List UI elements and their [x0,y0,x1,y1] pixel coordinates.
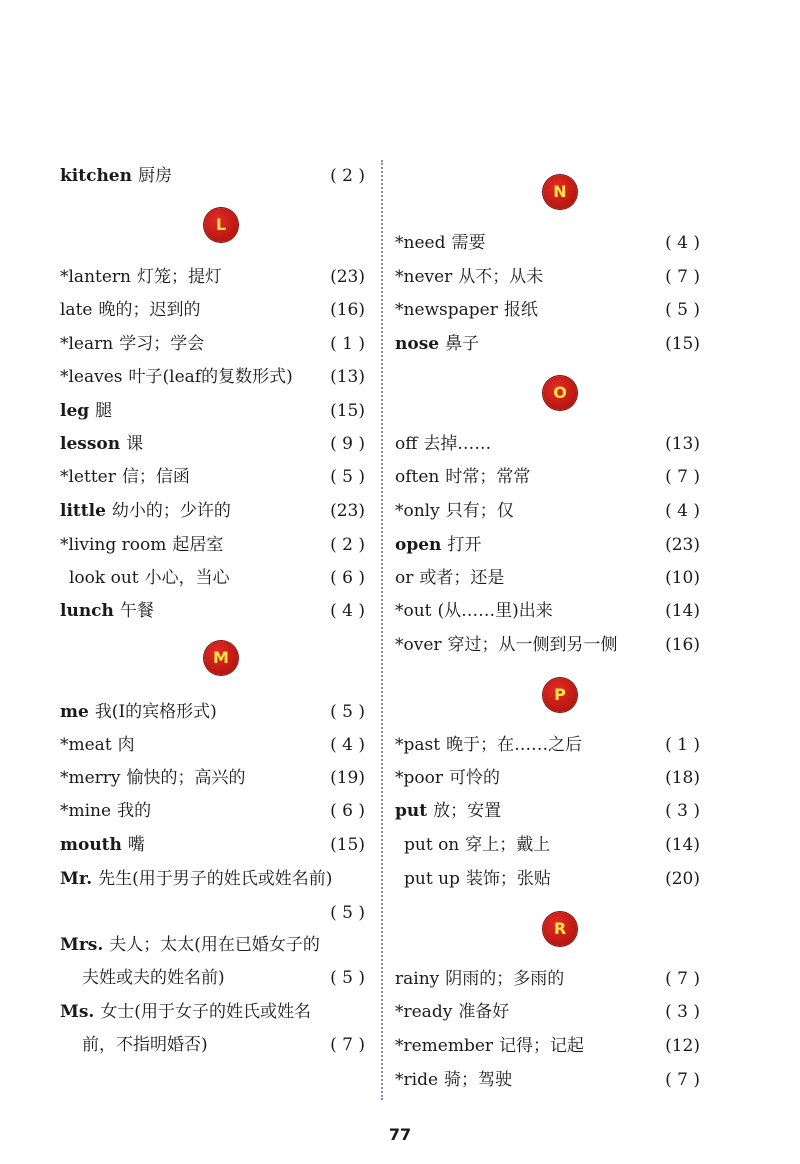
entry-meaning: 晚于；在……之后 [446,735,583,755]
entry-meaning: 报纸 [503,300,538,320]
entry-lesson-number: (14) [665,601,700,621]
entry-never [395,266,700,288]
entry-word: *lantern [60,267,131,287]
entry-word: *ready [395,1002,453,1022]
section-badge-m: M [204,641,238,675]
entry-word: *past [395,735,441,755]
entry-word: *out [395,601,432,621]
entry-rainy [395,968,700,990]
entry-meaning: 需要 [451,233,486,253]
entry-meaning: 先生(用于男子的姓氏或姓名前) [98,869,333,889]
entry-word: open [395,535,442,555]
entry-word: rainy [395,969,440,989]
entry-lesson-number: ( 3 ) [665,801,700,821]
entry-word: *over [395,635,442,655]
entry-meaning-continued: 夫姓或夫的姓名前) [82,968,225,988]
entry-meaning: 打开 [447,535,482,555]
entry-meaning: 去掉…… [423,434,492,454]
entry-mine [60,800,365,822]
entry-over [395,634,700,656]
entry-learn [60,333,365,355]
entry-meaning: 幼小的；少许的 [111,501,231,521]
entry-open [395,534,700,556]
entry-word: put up [404,869,460,889]
entry-word: *leaves [60,367,123,387]
entry-put [395,800,700,822]
entry-lesson-number: ( 2 ) [330,535,365,555]
entry-lesson-number: (16) [330,300,365,320]
entry-meaning: 骑；驾驶 [444,1070,513,1090]
entry-meaning: 腿 [95,401,113,421]
page-number: 77 [388,1125,412,1144]
section-badge-n: N [543,175,577,209]
entry-need [395,232,700,254]
entry-lesson-number: (13) [330,367,365,387]
entry-lesson-number: ( 7 ) [665,467,700,487]
entry-word: put [395,801,428,821]
entry-newspaper [395,299,700,321]
entry-word: *learn [60,334,114,354]
entry-word: *meat [60,735,112,755]
entry-lesson-number: (15) [665,334,700,354]
section-badge-o: O [543,376,577,410]
entry-meaning: 起居室 [172,535,224,555]
entry-meaning: (从……里)出来 [437,601,553,621]
entry-meaning: 鼻子 [445,334,480,354]
entry-often [395,466,700,488]
entry-lesson-number: (16) [665,635,700,655]
entry-meaning: 午餐 [119,601,154,621]
entry-meaning: 夫人；太太(用在已婚女子的 [109,935,320,955]
entry-lesson-number: (14) [665,835,700,855]
entry-meaning: 可怜的 [448,768,500,788]
entry-word: *need [395,233,446,253]
entry-mr [60,868,365,923]
entry-put-on [395,834,700,856]
entry-word: *living room [60,535,167,555]
entry-merry [60,767,365,789]
entry-lesson [60,433,365,455]
entry-meaning: 灯笼；提灯 [137,267,222,287]
entry-lesson-number: ( 1 ) [665,735,700,755]
entry-word: kitchen [60,166,132,186]
entry-meaning: 肉 [117,735,135,755]
section-badge-r: R [543,912,577,946]
entry-meaning: 课 [126,434,144,454]
entry-ready [395,1001,700,1023]
column-divider [381,160,383,1100]
entry-word: mouth [60,835,122,855]
entry-lesson-number: ( 5 ) [330,968,365,988]
entry-word: Ms. [60,1002,95,1022]
entry-word: *merry [60,768,121,788]
entry-word: *letter [60,467,116,487]
entry-lesson-number: ( 7 ) [665,969,700,989]
entry-lesson-number: ( 5 ) [330,903,365,923]
entry-late [60,299,365,321]
entry-meaning: 阴雨的；多雨的 [445,969,565,989]
entry-meaning: 我(I的宾格形式) [94,702,217,722]
entry-word: leg [60,401,90,421]
entry-remember [395,1035,700,1057]
entry-lesson-number: (20) [665,869,700,889]
entry-lunch [60,600,365,622]
entry-meaning: 学习；学会 [119,334,205,354]
entry-lesson-number: ( 9 ) [330,434,365,454]
entry-lesson-number: ( 4 ) [665,501,700,521]
entry-lesson-number: (23) [665,535,700,555]
entry-living-room [60,534,365,556]
entry-word: look out [69,568,139,588]
entry-meaning: 叶子(leaf的复数形式) [128,367,293,387]
entry-lesson-number: (10) [665,568,700,588]
entry-lesson-number: ( 2 ) [330,166,365,186]
entry-word: off [395,434,418,454]
entry-kitchen [60,165,365,187]
entry-lesson-number: ( 7 ) [665,267,700,287]
entry-meaning: 记得；记起 [499,1036,585,1056]
entry-meaning: 从不；从未 [458,267,544,287]
entry-meaning: 愉快的；高兴的 [126,768,246,788]
entry-lesson-number: ( 4 ) [330,735,365,755]
entry-word: nose [395,334,440,354]
entry-meaning: 只有；仅 [445,501,514,521]
entry-lesson-number: ( 5 ) [330,702,365,722]
entry-lesson-number: ( 5 ) [665,300,700,320]
entry-lesson-number: ( 1 ) [330,334,365,354]
entry-word: put on [404,835,460,855]
entry-meaning: 厨房 [137,166,172,186]
entry-word: or [395,568,414,588]
entry-out [395,600,700,622]
entry-lesson-number: ( 7 ) [330,1035,365,1055]
entry-off [395,433,700,455]
entry-meaning: 穿上；戴上 [465,835,551,855]
entry-word: *never [395,267,453,287]
entry-meaning: 时常；常常 [445,467,531,487]
entry-lesson-number: (13) [665,434,700,454]
entry-word: *mine [60,801,112,821]
entry-meaning: 或者；还是 [419,568,505,588]
entry-word: lunch [60,601,114,621]
entry-lesson-number: ( 3 ) [665,1002,700,1022]
entry-letter [60,466,365,488]
entry-lesson-number: ( 6 ) [330,568,365,588]
entry-word: little [60,501,106,521]
entry-meaning: 放；安置 [433,801,502,821]
entry-meaning-continued: 前，不指明婚否) [82,1035,208,1055]
entry-mrs [60,934,365,988]
entry-word: Mrs. [60,935,104,955]
entry-word: often [395,467,440,487]
entry-meaning: 小心，当心 [144,568,230,588]
entry-past [395,734,700,756]
section-badge-l: L [204,208,238,242]
entry-word: lesson [60,434,121,454]
entry-lesson-number: ( 4 ) [665,233,700,253]
entry-meaning: 嘴 [127,835,145,855]
entry-little [60,500,365,522]
entry-word: me [60,702,89,722]
entry-lesson-number: (23) [330,267,365,287]
entry-lantern [60,266,365,288]
entry-look-out [60,567,365,589]
entry-ride [395,1069,700,1091]
entry-word: late [60,300,93,320]
entry-word: *newspaper [395,300,498,320]
entry-leg [60,400,365,422]
entry-word: *ride [395,1070,439,1090]
entry-meat [60,734,365,756]
entry-poor [395,767,700,789]
entry-mouth [60,834,365,856]
entry-leaves [60,366,365,388]
entry-lesson-number: (23) [330,501,365,521]
entry-meaning: 信；信函 [121,467,190,487]
entry-meaning: 穿过；从一侧到另一侧 [447,635,618,655]
entry-lesson-number: (15) [330,835,365,855]
entry-lesson-number: (19) [330,768,365,788]
entry-ms [60,1001,365,1055]
entry-lesson-number: (15) [330,401,365,421]
section-badge-p: P [543,678,577,712]
entry-put-up [395,868,700,890]
entry-nose [395,333,700,355]
entry-word: *poor [395,768,443,788]
entry-meaning: 装饰；张贴 [465,869,551,889]
entry-word: *only [395,501,440,521]
entry-me [60,701,365,723]
entry-meaning: 我的 [117,801,152,821]
entry-or [395,567,700,589]
entry-word: Mr. [60,869,93,889]
entry-meaning: 准备好 [458,1002,510,1022]
entry-word: *remember [395,1036,494,1056]
entry-meaning: 女士(用于女子的姓氏或姓名 [100,1002,311,1022]
entry-lesson-number: (18) [665,768,700,788]
entry-lesson-number: ( 7 ) [665,1070,700,1090]
entry-lesson-number: ( 4 ) [330,601,365,621]
entry-lesson-number: ( 5 ) [330,467,365,487]
entry-meaning: 晚的；迟到的 [98,300,201,320]
entry-lesson-number: (12) [665,1036,700,1056]
entry-lesson-number: ( 6 ) [330,801,365,821]
entry-only [395,500,700,522]
